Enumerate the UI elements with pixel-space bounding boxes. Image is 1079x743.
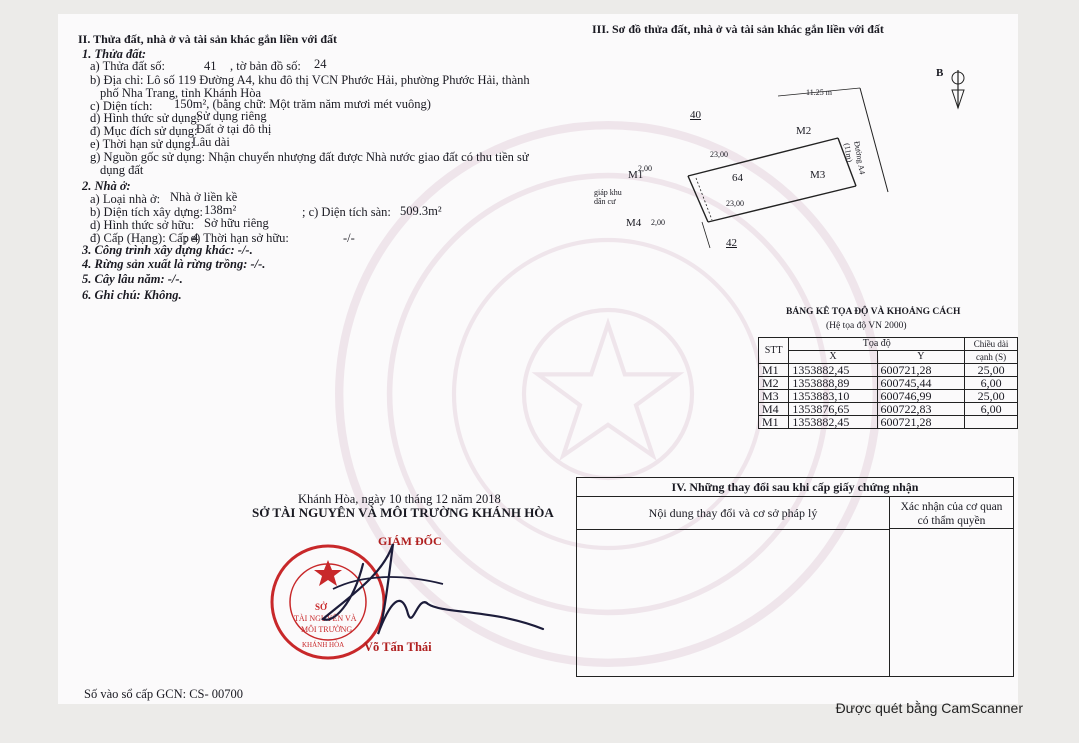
director-title: GIÁM ĐỐC [378,534,442,548]
ownership-label: d) Hình thức sở hữu: [90,218,195,232]
coord-cell-y: 600722,83 [877,403,965,416]
seal-text-ring: KHÁNH HÒA [302,641,345,649]
seal-text-bottom: MÔI TRƯỜNG [301,625,353,634]
address-line-1: b) Địa chỉ: Lô số 119 Đường A4, khu đô thị VCN Phước Hải, phường Phước Hải, thành [90,73,530,87]
section-ii-heading: II. Thửa đất, nhà ở và tài sản khác gắn liền với đất [78,32,338,46]
parcel-label: 64 [732,172,743,184]
th-length-1: Chiều dài [965,338,1018,351]
coord-cell-x: 1353883,10 [789,390,877,403]
segment-top: 2,00 [638,164,652,173]
segment-bottom: 2,00 [651,218,665,227]
coord-cell-x: 1353882,45 [789,416,877,429]
land-title: 1. Thửa đất: [82,47,147,61]
coord-cell-s: 6,00 [965,377,1018,390]
ownership-value: Sở hữu riêng [204,216,269,230]
house-title: 2. Nhà ở: [82,179,131,193]
coord-cell-y: 600746,99 [877,390,965,403]
certificate-page [58,14,1018,704]
frontage-width: 11.25 m [806,88,832,97]
build-area-value: 138m² [204,203,237,217]
confirm-line-2: có thẩm quyền [917,515,986,527]
origin-line-2: dụng đất [100,163,144,177]
build-area-label: b) Diện tích xây dựng: [90,205,204,219]
vertex-m4: M4 [626,217,642,229]
th-length-2: cạnh (S) [965,351,1018,364]
road-width: (11m) [842,142,855,163]
changes-col-content: Nội dung thay đổi và cơ sở pháp lý [577,497,889,530]
th-y: Y [877,351,965,364]
vertex-m2: M2 [796,125,812,137]
seal-text-top: SỞ [315,602,328,612]
coord-cell-stt: M3 [759,390,789,403]
changes-divider [889,529,890,676]
coord-cell-stt: M1 [759,416,789,429]
use-form-label: d) Hình thức sử dụng: [90,111,201,125]
coord-cell-s [965,416,1018,429]
use-term-label: e) Thời hạn sử dụng: [90,137,195,151]
coord-cell-y: 600721,28 [877,364,965,377]
side-length-top: 23,00 [710,150,728,159]
changes-title: IV. Những thay đổi sau khi cấp giấy chứng nhận [577,478,1013,497]
area-label: c) Diện tích: [90,99,153,113]
own-term-value: -/- [343,231,355,245]
changes-col-confirm [889,497,1013,529]
coord-cell-s: 6,00 [965,403,1018,416]
perennial-trees: 5. Cây lâu năm: -/-. [82,272,183,286]
gcn-registry-number: Số vào sổ cấp GCN: CS- 00700 [84,687,244,701]
side-length-bottom: 23,00 [726,199,744,208]
th-x: X [789,351,877,364]
changes-section [576,477,1014,677]
parcel-number-label: a) Thửa đất số: [90,59,165,73]
area-value: 150m², (bằng chữ: Một trăm năm mươi mét vuông) [174,97,431,111]
director-signature [293,534,553,654]
origin-line-1: g) Nguồn gốc sử dụng: Nhận chuyển nhượng đất được Nhà nước giao đất có thu tiền sử [90,150,529,164]
use-form-value: Sử dụng riêng [196,109,267,123]
planted-forest: 4. Rừng sản xuất là rừng trồng: -/-. [82,257,266,271]
scanner-watermark: Được quét bằng CamScanner [835,700,1023,716]
coord-cell-s: 25,00 [965,364,1018,377]
th-coordinates: Tọa độ [789,338,965,351]
coord-cell-x: 1353882,45 [789,364,877,377]
coord-cell-y: 600745,44 [877,377,965,390]
house-type-value: Nhà ở liền kề [170,190,238,204]
coord-cell-x: 1353888,89 [789,377,877,390]
grade-label: đ) Cấp (Hạng): Cấp 4 [90,231,199,245]
house-type-label: a) Loại nhà ở: [90,192,161,206]
coord-row [759,403,1018,416]
seal-text-mid: TÀI NGUYÊN VÀ [294,614,357,623]
issue-date: Khánh Hòa, ngày 10 tháng 12 năm 2018 [298,492,501,506]
coord-cell-stt: M1 [759,364,789,377]
confirm-line-1: Xác nhận của cơ quan [900,501,1003,513]
coord-cell-stt: M2 [759,377,789,390]
section-iii-heading: III. Sơ đồ thửa đất, nhà ở và tài sản khác gắn liền với đất [592,22,884,36]
map-sheet-number: 24 [314,57,327,71]
floor-area-label: ; c) Diện tích sàn: [302,205,391,219]
vertex-m3: M3 [810,169,826,181]
coordinate-table [758,337,1018,429]
coord-cell-x: 1353876,65 [789,403,877,416]
vertex-m1: M1 [628,169,644,181]
th-stt: STT [759,338,789,364]
use-purpose-value: Đất ở tại đô thị [196,122,272,136]
road-name: Đường A4 [852,140,867,176]
coord-table-title: BẢNG KÊ TỌA ĐỘ VÀ KHOẢNG CÁCH [786,307,961,317]
own-term-label: ; e) Thời hạn sở hữu: [184,231,289,245]
use-term-value: Lâu dài [192,135,230,149]
use-purpose-label: đ) Mục đích sử dụng: [90,124,198,138]
director-name: Võ Tấn Thái [364,640,432,654]
note: 6. Ghi chú: Không. [82,288,182,302]
north-arrow-label: B [936,67,944,79]
issuing-agency: SỞ TÀI NGUYÊN VÀ MÔI TRƯỜNG KHÁNH HÒA [252,505,554,520]
neighbor-parcel-42: 42 [726,237,737,249]
floor-area-value: 509.3m² [400,204,442,218]
other-works: 3. Công trình xây dựng khác: -/-. [82,243,253,257]
coord-table-subtitle: (Hệ tọa độ VN 2000) [826,321,907,331]
coord-cell-y: 600721,28 [877,416,965,429]
coord-row [759,364,1018,377]
address-line-2: phố Nha Trang, tỉnh Khánh Hòa [100,86,262,100]
coord-row [759,390,1018,403]
coord-row [759,416,1018,429]
coord-row [759,377,1018,390]
adjacent-area: giáp khu dân cư [594,188,622,206]
map-sheet-label: , tờ bản đồ số: [230,59,301,73]
neighbor-parcel-40: 40 [690,109,701,121]
coord-cell-s: 25,00 [965,390,1018,403]
parcel-number: 41 [204,59,217,73]
coord-cell-stt: M4 [759,403,789,416]
